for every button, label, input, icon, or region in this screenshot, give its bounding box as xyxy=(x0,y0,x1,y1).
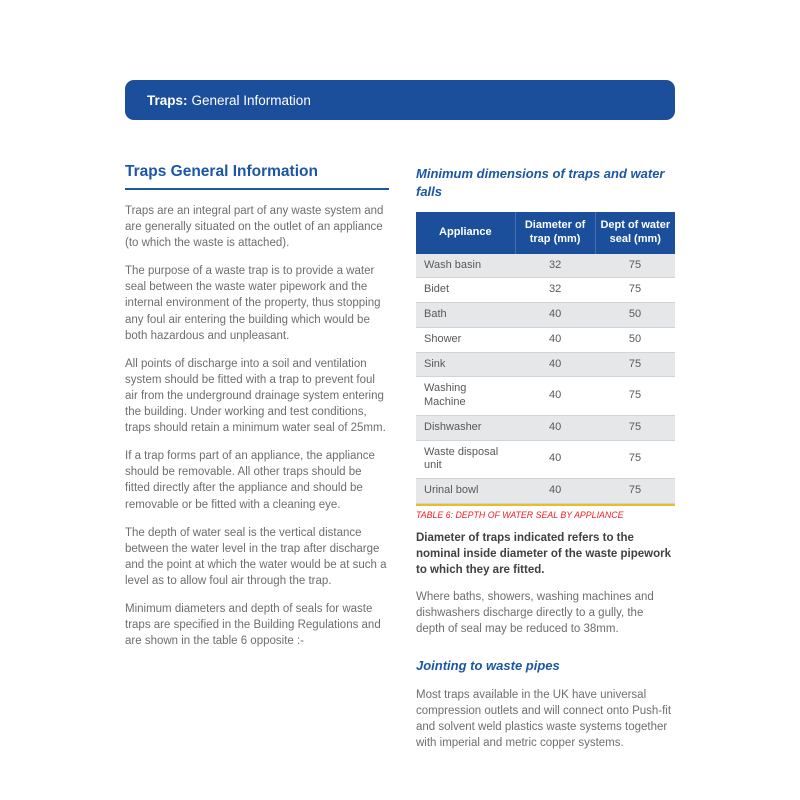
table-heading: Minimum dimensions of traps and water falls xyxy=(416,166,665,199)
appliance-cell: Dishwasher xyxy=(416,415,515,440)
appliance-cell: Shower xyxy=(416,327,515,352)
table-body xyxy=(416,254,675,504)
appliance-cell: Waste disposal unit xyxy=(416,440,515,479)
page-header-title xyxy=(147,93,311,108)
diameter-note: Diameter of traps indicated refers to the nominal inside diameter of the waste pipework to which they are fitted. xyxy=(416,531,671,577)
table-row xyxy=(416,352,675,377)
dimensions-table xyxy=(416,212,675,504)
value-cell: 50 xyxy=(595,303,675,328)
value-cell: 75 xyxy=(595,377,675,416)
table-column-header: Appliance xyxy=(416,212,515,254)
value-cell: 75 xyxy=(595,479,675,504)
table-row xyxy=(416,479,675,504)
value-cell: 75 xyxy=(595,278,675,303)
page-header-title-bold: Traps: xyxy=(147,92,188,108)
table-caption-wrap xyxy=(416,504,675,520)
table-row xyxy=(416,415,675,440)
left-column xyxy=(125,163,389,763)
appliance-cell: Urinal bowl xyxy=(416,479,515,504)
page-header-banner xyxy=(125,80,675,120)
value-cell: 50 xyxy=(595,327,675,352)
table-column-header: Diameter of trap (mm) xyxy=(515,212,595,254)
table-row xyxy=(416,254,675,278)
table-head xyxy=(416,212,675,254)
value-cell: 40 xyxy=(515,415,595,440)
seal-reduction-note: Where baths, showers, washing machines and dishwashers discharge directly to a gully, the depth of seal may be reduced to 38mm. xyxy=(416,591,654,636)
paragraph: Minimum diameters and depth of seals for waste traps are specified in the Building Regulations and are shown in the table 6 opposite :- xyxy=(125,602,381,648)
paragraph: If a trap forms part of an appliance, the appliance should be removable. All other traps should be fitted directly after the appliance and should be removable or be fitted with a cleaning eye. xyxy=(125,450,375,511)
left-paragraphs xyxy=(125,203,389,649)
table-caption: TABLE 6: DEPTH OF WATER SEAL BY APPLIANCE xyxy=(416,509,624,520)
jointing-heading: Jointing to waste pipes xyxy=(416,658,560,674)
appliance-cell: Sink xyxy=(416,352,515,377)
table-row xyxy=(416,377,675,416)
appliance-cell: Bath xyxy=(416,303,515,328)
paragraph: All points of discharge into a soil and ventilation system should be fitted with a trap to prevent foul air from the underground drainage system entering the building. Under working and test conditions, traps should retain a minimum water seal of 25mm. xyxy=(125,357,386,435)
jointing-paragraph: Most traps available in the UK have universal compression outlets and will connect onto Push-fit and solvent weld plastics waste systems together with imperial and metric copper systems. xyxy=(416,688,672,750)
value-cell: 32 xyxy=(515,278,595,303)
table-row xyxy=(416,327,675,352)
paragraph: The purpose of a waste trap is to provide a water seal between the waste water pipework and the internal environment of the property, thus stopping any foul air entering the building which would be both hazardous and unpleasant. xyxy=(125,265,381,342)
table-row xyxy=(416,278,675,303)
value-cell: 40 xyxy=(515,440,595,479)
appliance-cell: Bidet xyxy=(416,278,515,303)
right-column xyxy=(416,163,675,763)
value-cell: 32 xyxy=(515,254,595,278)
value-cell: 75 xyxy=(595,352,675,377)
value-cell: 40 xyxy=(515,327,595,352)
page-header-title-regular: General Information xyxy=(191,92,311,108)
appliance-cell: Washing Machine xyxy=(416,377,515,416)
table-row xyxy=(416,303,675,328)
value-cell: 40 xyxy=(515,352,595,377)
table-header-row xyxy=(416,212,675,254)
table-column-header: Dept of water seal (mm) xyxy=(595,212,675,254)
value-cell: 40 xyxy=(515,479,595,504)
value-cell: 40 xyxy=(515,377,595,416)
table-row xyxy=(416,440,675,479)
section-heading: Traps General Information xyxy=(125,163,389,190)
value-cell: 75 xyxy=(595,440,675,479)
paragraph: The depth of water seal is the vertical distance between the water level in the trap after discharge and the point at which the water would be at such a level as to allow foul air through the trap. xyxy=(125,526,387,587)
appliance-cell: Wash basin xyxy=(416,254,515,278)
value-cell: 75 xyxy=(595,415,675,440)
value-cell: 75 xyxy=(595,254,675,278)
value-cell: 40 xyxy=(515,303,595,328)
content-columns xyxy=(125,163,675,763)
paragraph: Traps are an integral part of any waste system and are generally situated on the outlet of an appliance (to which the waste is attached). xyxy=(125,205,384,250)
